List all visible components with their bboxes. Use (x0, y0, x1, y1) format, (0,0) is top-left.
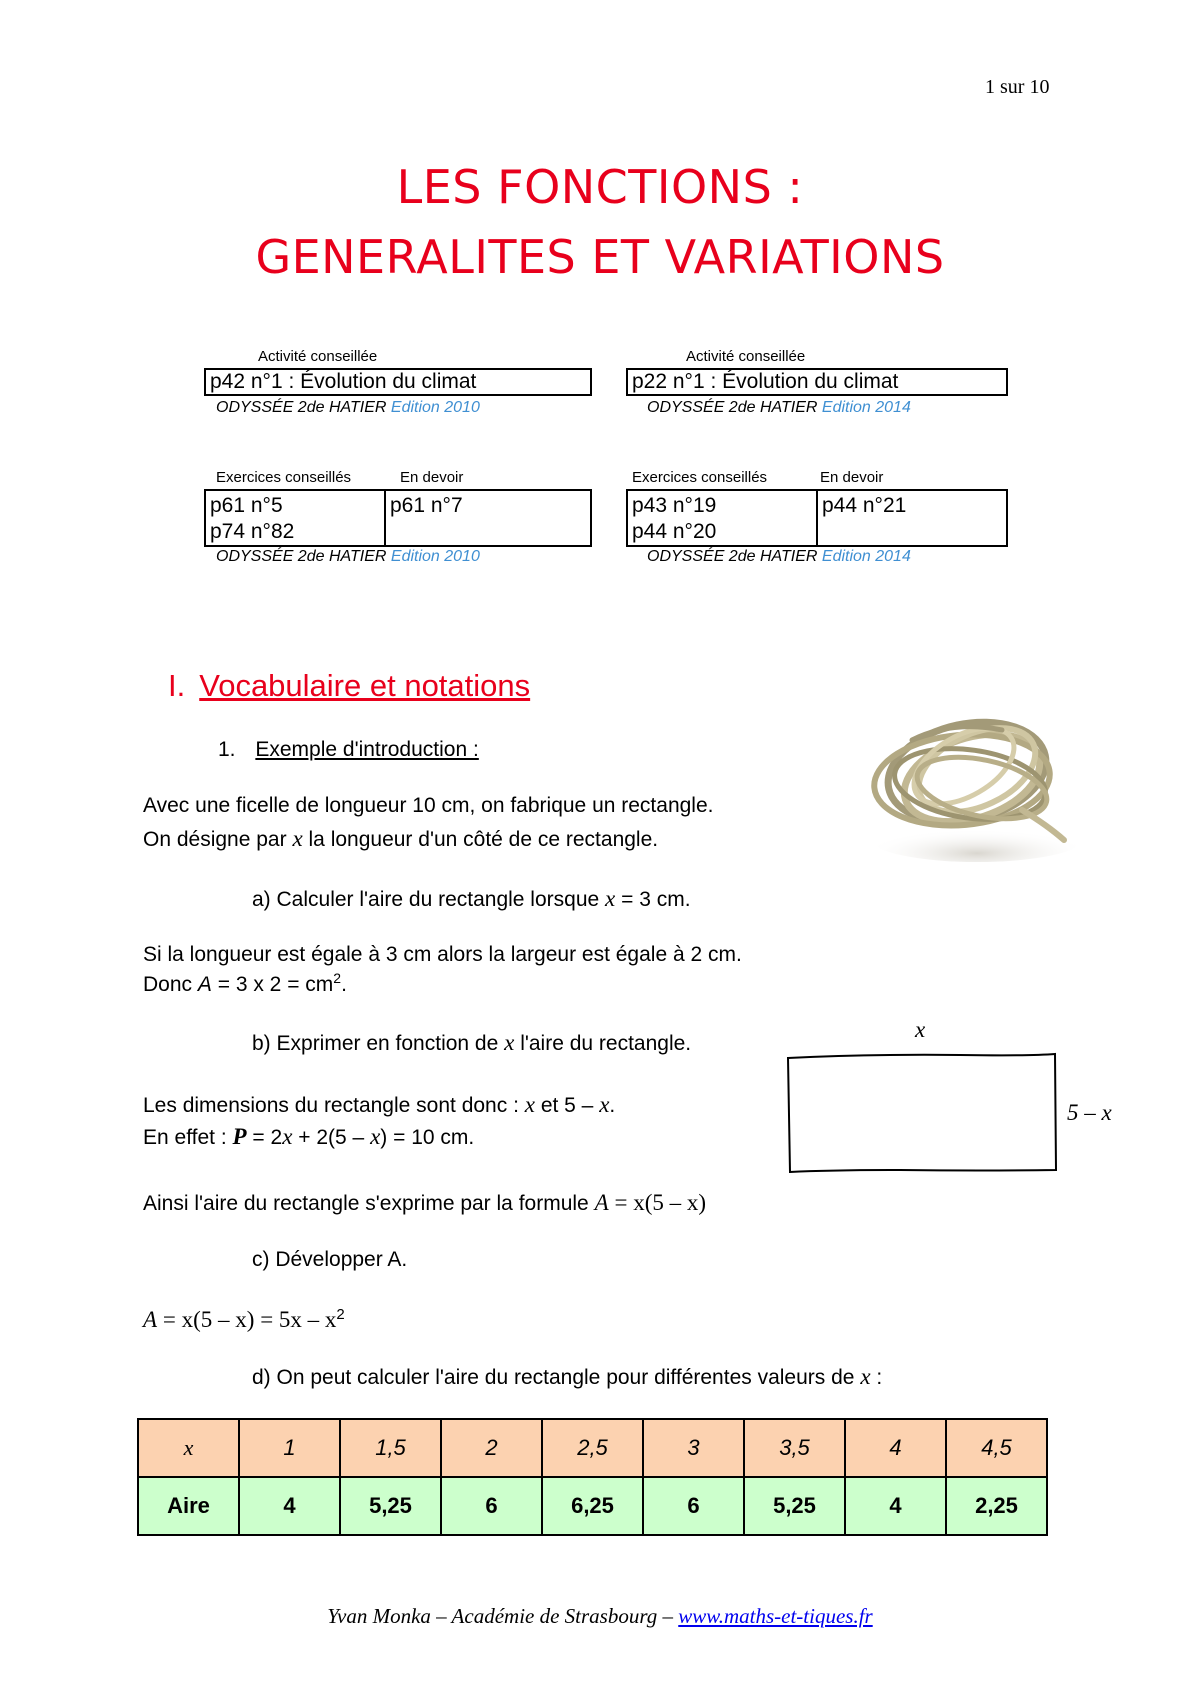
text-fragment: d) On peut calculer l'aire du rectangle pour différentes valeurs de (252, 1366, 855, 1389)
formula-line-2 (143, 1306, 345, 1333)
text-fragment: Les dimensions du rectangle sont donc : (143, 1094, 519, 1117)
table-cell: 3 (643, 1419, 744, 1477)
rectangle-side-label: 5 – x (1067, 1100, 1112, 1125)
page-title-line-2: GENERALITES ET VARIATIONS (255, 230, 945, 284)
exercise-item: p61 n°5 (210, 494, 283, 517)
section-title: Vocabulaire et notations (199, 668, 531, 703)
subsection-title: Exemple d'introduction : (255, 738, 479, 761)
activity-box-left (204, 368, 592, 396)
publisher: ODYSSÉE 2de HATIER (647, 548, 818, 565)
text-fragment: a) Calculer l'aire du rectangle lorsque (252, 888, 600, 911)
activity-label-right: Activité conseillée (686, 348, 806, 365)
rope-photo (852, 700, 1092, 870)
table-cell: 4 (845, 1477, 946, 1535)
formula: = x(5 – x) (614, 1190, 707, 1215)
subsection-heading (218, 738, 479, 762)
question-a (252, 886, 691, 912)
table-cell: 5,25 (340, 1477, 441, 1535)
activity-box-right (626, 368, 1008, 396)
table-cell: 6,25 (542, 1477, 643, 1535)
table-cell: 2,5 (542, 1419, 643, 1477)
rectangle-top-label: x (915, 1017, 926, 1042)
publisher: ODYSSÉE 2de HATIER (216, 399, 387, 416)
exercises-label-right: Exercices conseillés (632, 469, 768, 486)
exercise-item: p74 n°82 (210, 520, 295, 543)
activity-text-left: p42 n°1 : Évolution du climat (210, 370, 477, 393)
text-fragment: b) Exprimer en fonction de (252, 1032, 499, 1055)
text-fragment: + 2(5 – (298, 1126, 365, 1149)
text-fragment: et 5 – (540, 1094, 594, 1117)
text-fragment: ) = 10 cm. (380, 1126, 475, 1149)
text-fragment: On désigne par (143, 828, 287, 851)
edition-line (647, 548, 911, 566)
formula-line-1 (143, 1190, 706, 1216)
footer (0, 1604, 1200, 1629)
text-fragment: = 2 (252, 1126, 283, 1149)
text-fragment: : (876, 1366, 883, 1389)
math-variable: A (197, 973, 212, 996)
exercises-box-right (626, 489, 1008, 547)
table-cell: 4,5 (946, 1419, 1047, 1477)
answer-a-line-2 (143, 970, 347, 997)
edition-line (647, 399, 911, 417)
text-fragment: Ainsi l'aire du rectangle s'exprime par la formule (143, 1192, 589, 1215)
section-heading (168, 668, 530, 704)
table-cell: 2,25 (946, 1477, 1047, 1535)
rectangle-outline (788, 1054, 1056, 1172)
table-row (138, 1477, 1047, 1535)
question-c: c) Développer A. (252, 1248, 408, 1271)
math-variable: x (282, 1124, 293, 1149)
activity-text-right: p22 n°1 : Évolution du climat (632, 370, 899, 393)
intro-line-1: Avec une ficelle de longueur 10 cm, on fabrique un rectangle. (143, 794, 714, 817)
table-cell-header: x (138, 1419, 239, 1477)
subsection-number: 1. (218, 738, 236, 761)
table-cell-header: Aire (138, 1477, 239, 1535)
answer-a-line-1: Si la longueur est égale à 3 cm alors la largeur est égale à 2 cm. (143, 943, 742, 966)
page-number: 1 sur 10 (985, 76, 1050, 98)
rectangle-figure (780, 1017, 1120, 1180)
table-cell: 1,5 (340, 1419, 441, 1477)
edition-year: Edition 2010 (390, 548, 480, 565)
edition-line (216, 399, 480, 417)
edition-line (216, 548, 480, 566)
exercise-item: p44 n°20 (632, 520, 717, 543)
math-variable: x (292, 826, 303, 851)
text-fragment: la longueur d'un côté de ce rectangle. (308, 828, 659, 851)
table-cell: 4 (845, 1419, 946, 1477)
question-d (252, 1364, 882, 1390)
footer-link[interactable]: www.maths-et-tiques.fr (678, 1604, 873, 1628)
text-fragment: l'aire du rectangle. (520, 1032, 692, 1055)
edition-year: Edition 2010 (390, 399, 480, 416)
table-cell: 1 (239, 1419, 340, 1477)
math-variable: x (504, 1030, 515, 1055)
text-fragment: . (341, 973, 347, 996)
text-fragment: . (609, 1094, 616, 1117)
page-title-line-1: LES FONCTIONS : (396, 160, 804, 214)
dimensions-line (143, 1092, 615, 1118)
text-fragment: = 3 x 2 = cm (217, 973, 334, 996)
exercise-item: p43 n°19 (632, 494, 717, 517)
homework-cell: p44 n°21 (822, 494, 907, 517)
table-cell: 3,5 (744, 1419, 845, 1477)
math-variable: x (599, 1092, 610, 1117)
superscript: 2 (336, 1306, 345, 1323)
text-fragment: = 3 cm. (621, 888, 691, 911)
edition-year: Edition 2014 (821, 399, 911, 416)
math-variable: x (370, 1124, 381, 1149)
homework-label-right: En devoir (820, 469, 884, 486)
table-cell: 2 (441, 1419, 542, 1477)
table-cell: 6 (643, 1477, 744, 1535)
values-table (137, 1418, 1048, 1536)
formula: = x(5 – x) = 5x – x (162, 1307, 337, 1332)
publisher: ODYSSÉE 2de HATIER (647, 399, 818, 416)
edition-year: Edition 2014 (821, 548, 911, 565)
superscript: 2 (333, 970, 342, 986)
text-fragment: En effet : (143, 1126, 227, 1149)
perimeter-line (143, 1124, 474, 1150)
math-variable: A (594, 1190, 609, 1215)
activity-label-left: Activité conseillée (258, 348, 378, 365)
homework-label-left: En devoir (400, 469, 464, 486)
table-cell: 5,25 (744, 1477, 845, 1535)
math-variable: A (143, 1307, 158, 1332)
text-fragment: Donc (143, 973, 193, 996)
homework-cell: p61 n°7 (390, 494, 463, 517)
table-cell: 4 (239, 1477, 340, 1535)
math-variable: x (605, 886, 616, 911)
math-variable: x (860, 1364, 871, 1389)
footer-text: Yvan Monka – Académie de Strasbourg – (327, 1604, 673, 1628)
table-cell: 6 (441, 1477, 542, 1535)
exercises-cell (206, 491, 386, 545)
math-variable: P (232, 1124, 247, 1149)
exercises-box-left (204, 489, 592, 547)
table-row (138, 1419, 1047, 1477)
exercises-cell (628, 491, 818, 545)
question-b (252, 1030, 691, 1056)
publisher: ODYSSÉE 2de HATIER (216, 548, 387, 565)
math-variable: x (524, 1092, 535, 1117)
exercises-label-left: Exercices conseillés (216, 469, 352, 486)
section-number: I. (168, 668, 186, 703)
intro-line-2 (143, 826, 658, 852)
